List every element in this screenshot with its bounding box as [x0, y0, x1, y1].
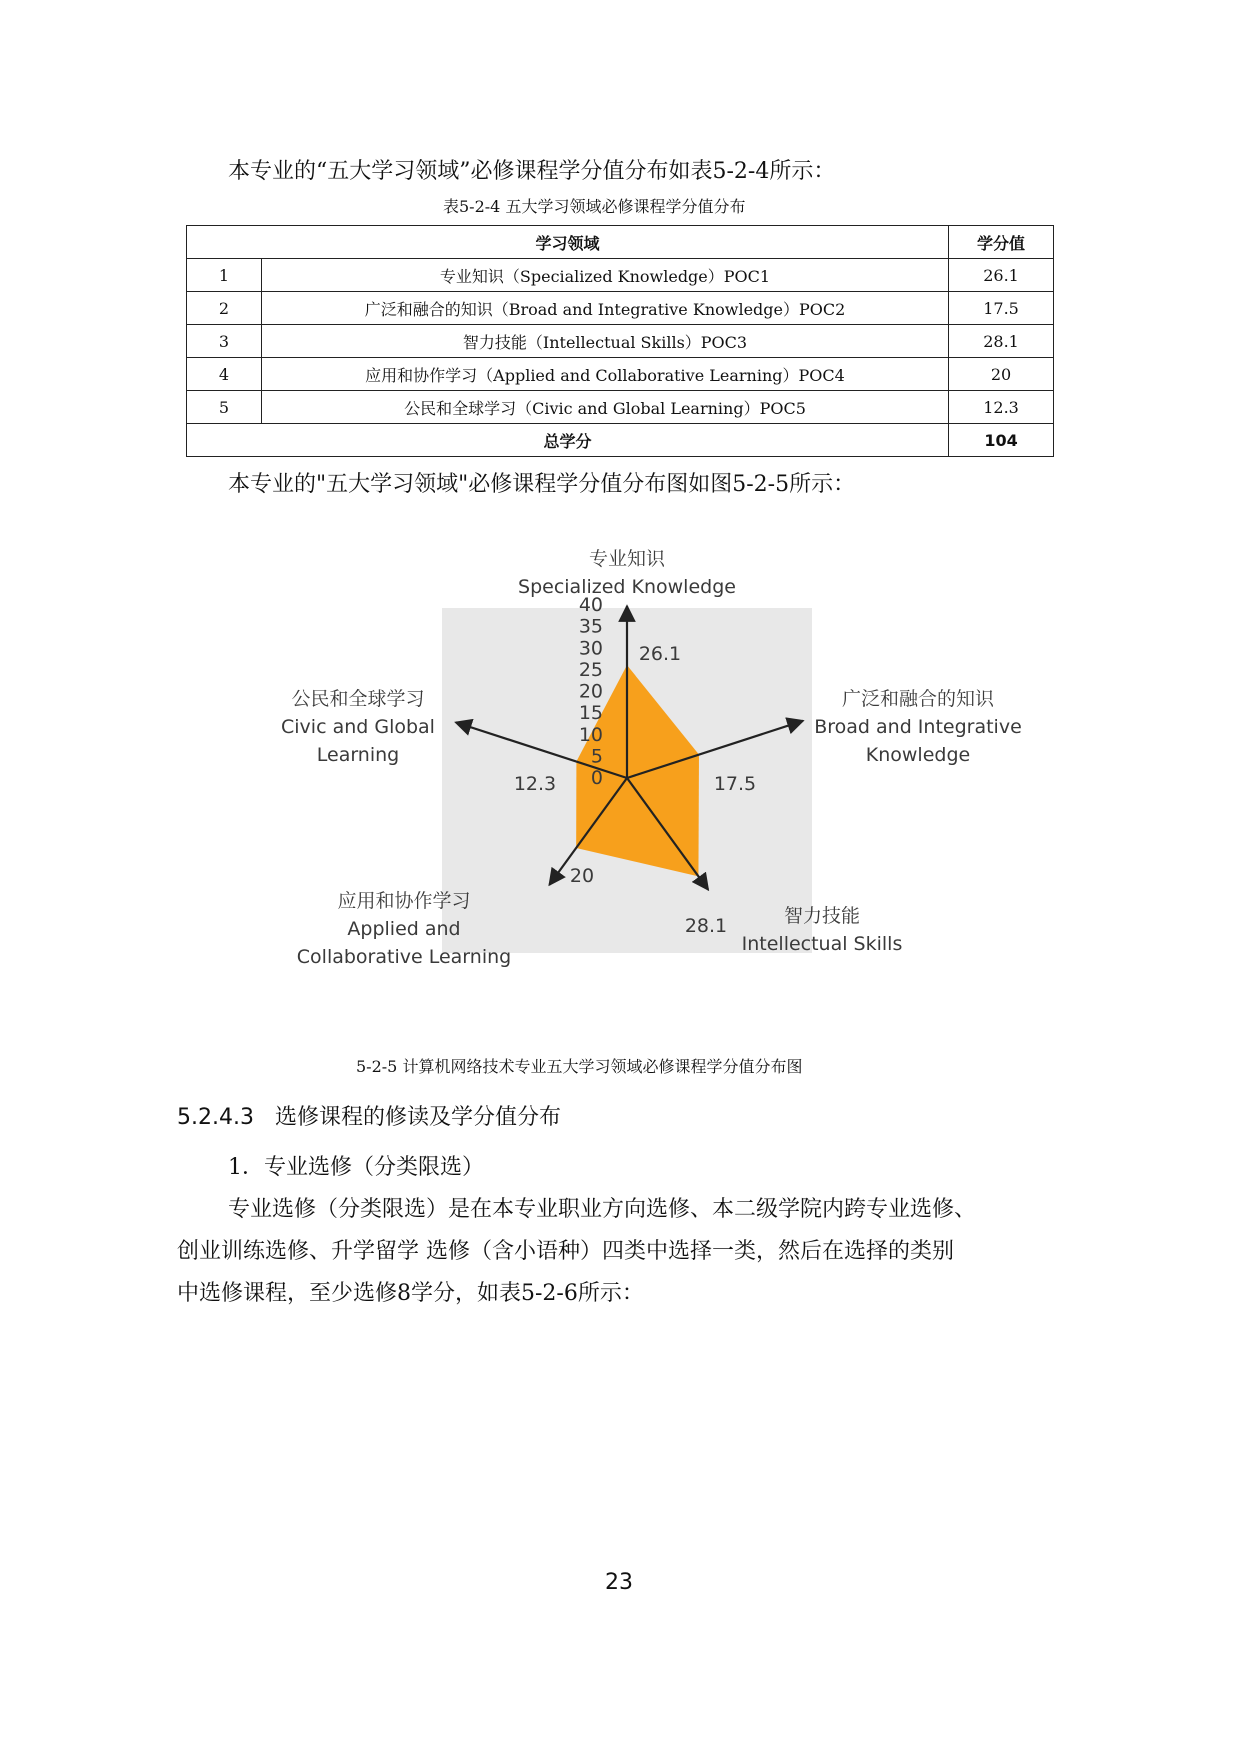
- axis-label-cn: 专业知识: [588, 548, 666, 570]
- row-domain: 专业知识（Specialized Knowledge）POC1: [261, 259, 948, 292]
- value-label: 17.5: [713, 773, 757, 795]
- value-label: 12.3: [513, 773, 557, 795]
- header-domain: 学习领域: [187, 226, 949, 259]
- intro-table-text: 本专业的“五大学习领域”必修课程学分值分布如表5-2-4所示：: [228, 159, 836, 184]
- total-value: 104: [949, 424, 1054, 457]
- axis-label-en: Civic and Global: [281, 716, 435, 738]
- axis-label-cn: 应用和协作学习: [337, 890, 471, 912]
- row-credit: 20: [949, 358, 1054, 391]
- tick-label: 25: [578, 658, 603, 681]
- axis-label-en: Specialized Knowledge: [518, 576, 736, 598]
- section-number: 5.2.4.3: [177, 1105, 254, 1130]
- axis-label-en: Applied and: [347, 918, 461, 940]
- row-domain: 应用和协作学习（Applied and Collaborative Learning）POC4: [261, 358, 948, 391]
- section-title: 选修课程的修读及学分值分布: [274, 1105, 561, 1130]
- table-caption: 表5-2-4 五大学习领域必修课程学分值分布: [443, 197, 746, 216]
- table-row: [187, 358, 1054, 391]
- table-total-row: [187, 424, 1054, 457]
- tick-label: 10: [578, 723, 603, 746]
- value-label: 20: [569, 865, 595, 887]
- paragraph-line: 创业训练选修、升学留学 选修（含小语种）四类中选择一类，然后在选择的类别: [177, 1239, 954, 1264]
- total-label: 总学分: [187, 424, 949, 457]
- row-domain: 公民和全球学习（Civic and Global Learning）POC5: [261, 391, 948, 424]
- tick-label: 40: [578, 594, 603, 616]
- axis-label-en: Collaborative Learning: [296, 946, 512, 968]
- table-header-row: [187, 226, 1054, 259]
- paragraph-line: 专业选修（分类限选）是在本专业职业方向选修、本二级学院内跨专业选修、: [228, 1197, 977, 1222]
- tick-label: 5: [590, 745, 603, 768]
- tick-label: 30: [578, 637, 603, 660]
- row-number: 3: [187, 325, 262, 358]
- figure-caption: 5-2-5 计算机网络技术专业五大学习领域必修课程学分值分布图: [356, 1057, 803, 1076]
- table-row: [187, 292, 1054, 325]
- value-label: 28.1: [684, 915, 728, 937]
- header-credit: 学分值: [949, 226, 1054, 259]
- row-number: 2: [187, 292, 262, 325]
- row-number: 4: [187, 358, 262, 391]
- axis-label-cn: 智力技能: [783, 905, 861, 927]
- row-credit: 28.1: [949, 325, 1054, 358]
- credits-table: [186, 225, 1054, 457]
- tick-label: 35: [578, 615, 603, 638]
- axis-label-cn: 公民和全球学习: [291, 688, 425, 710]
- section-heading: [177, 1100, 561, 1131]
- value-label: 26.1: [638, 643, 682, 665]
- row-credit: 12.3: [949, 391, 1054, 424]
- row-number: 5: [187, 391, 262, 424]
- row-domain: 广泛和融合的知识（Broad and Integrative Knowledge）POC2: [261, 292, 948, 325]
- paragraph-line: 中选修课程，至少选修8学分，如表5-2-6所示：: [177, 1281, 644, 1306]
- axis-label-cn: 广泛和融合的知识: [841, 688, 995, 710]
- row-credit: 26.1: [949, 259, 1054, 292]
- axis-label-en: Broad and Integrative: [814, 716, 1022, 738]
- table-row: [187, 391, 1054, 424]
- axis-label-en: Learning: [316, 744, 400, 766]
- axis-label-en: Knowledge: [865, 744, 971, 766]
- subsection-title: 1．专业选修（分类限选）: [228, 1155, 484, 1180]
- row-number: 1: [187, 259, 262, 292]
- tick-label: 20: [578, 680, 603, 703]
- intro-chart-text: 本专业的"五大学习领域"必修课程学分值分布图如图5-2-5所示：: [228, 472, 856, 497]
- axis-label-en: Intellectual Skills: [741, 933, 903, 955]
- table-row: [187, 325, 1054, 358]
- radar-chart: [0, 530, 1240, 1000]
- row-credit: 17.5: [949, 292, 1054, 325]
- tick-label: 0: [590, 767, 603, 789]
- tick-label: 15: [578, 702, 603, 725]
- row-domain: 智力技能（Intellectual Skills）POC3: [261, 325, 948, 358]
- page-number: 23: [605, 1570, 633, 1595]
- table-row: [187, 259, 1054, 292]
